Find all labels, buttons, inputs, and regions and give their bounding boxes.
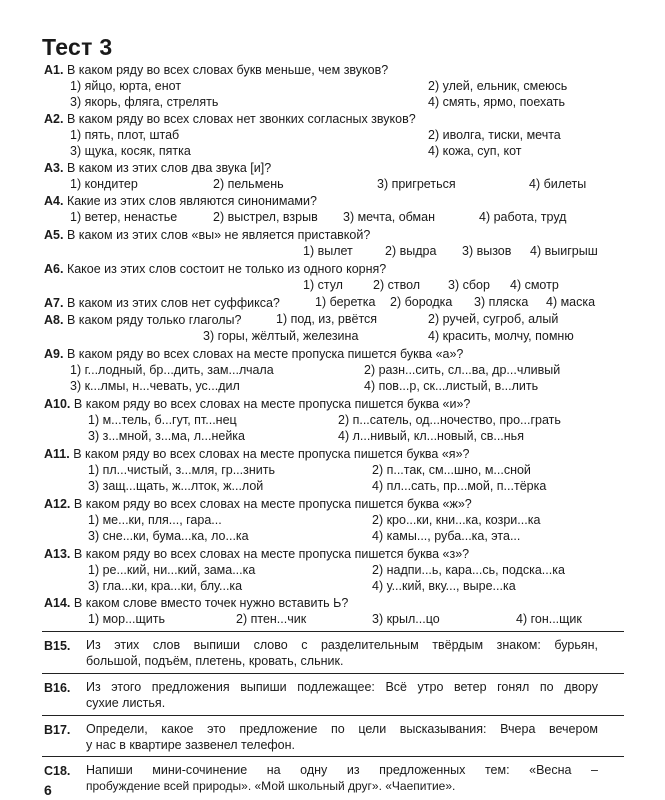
question-text: В каком ряду только глаголы? bbox=[66, 313, 242, 327]
question-a1 bbox=[44, 62, 388, 78]
answer-option[interactable]: 2) пельмень bbox=[213, 177, 284, 191]
answer-option[interactable]: 3) сбор bbox=[448, 278, 490, 292]
answer-option[interactable]: 1) пять, плот, штаб bbox=[70, 128, 180, 142]
question-text: В каком из этих слов два звука [и]? bbox=[66, 161, 272, 175]
task-b17 bbox=[44, 722, 70, 738]
answer-option[interactable]: 3) к...лмы, н...чевать, ус...дил bbox=[70, 379, 240, 393]
question-number: А10. bbox=[44, 397, 71, 411]
question-text: Какое из этих слов состоит не только из одного корня? bbox=[66, 262, 387, 276]
question-a2 bbox=[44, 111, 416, 127]
question-a10 bbox=[44, 396, 470, 412]
answer-option[interactable]: 3) щука, косяк, пятка bbox=[70, 144, 191, 158]
answer-option[interactable]: 2) выдра bbox=[385, 244, 437, 258]
question-number: А13. bbox=[44, 547, 71, 561]
task-number: В16. bbox=[44, 681, 71, 695]
question-a12 bbox=[44, 496, 472, 512]
answer-option[interactable]: 1) вылет bbox=[303, 244, 353, 258]
question-a11 bbox=[44, 446, 469, 462]
question-number: А11. bbox=[44, 447, 70, 461]
task-text-line: большой, подъём, плетень, кровать, сльник. bbox=[86, 654, 344, 668]
task-text-line: Напиши мини-сочинение на одну из предложенных тем: «Весна – bbox=[86, 763, 598, 777]
task-text-line: Определи, какое это предложение по цели высказывания: Вчера вечером bbox=[86, 722, 598, 736]
task-b15 bbox=[44, 638, 70, 654]
question-a13 bbox=[44, 546, 469, 562]
answer-option[interactable]: 3) пригреться bbox=[377, 177, 456, 191]
answer-option[interactable]: 2) улей, ельник, смеюсь bbox=[428, 79, 568, 93]
answer-option[interactable]: 2) бородка bbox=[390, 295, 453, 309]
task-number: В15. bbox=[44, 639, 71, 653]
task-text-line: сухие листья. bbox=[86, 696, 166, 710]
answer-option[interactable]: 4) выигрыш bbox=[530, 244, 598, 258]
question-text: В каком из этих слов «вы» не является приставкой? bbox=[66, 228, 371, 242]
answer-option[interactable]: 2) птен...чик bbox=[236, 612, 307, 626]
question-number: А8. bbox=[44, 313, 64, 327]
question-text: В каком ряду во всех словах на месте пропуска пишется буква «а»? bbox=[66, 347, 464, 361]
answer-option[interactable]: 3) якорь, фляга, стрелять bbox=[70, 95, 219, 109]
answer-option[interactable]: 3) сне...ки, бума...ка, ло...ка bbox=[88, 529, 249, 543]
question-text: В каком из этих слов нет суффикса? bbox=[66, 296, 280, 310]
answer-option[interactable]: 2) иволга, тиски, мечта bbox=[428, 128, 561, 142]
answer-option[interactable]: 4) пов...р, ск...листый, в...лить bbox=[364, 379, 539, 393]
question-number: А14. bbox=[44, 596, 71, 610]
question-number: А1. bbox=[44, 63, 64, 77]
answer-option[interactable]: 3) з...мной, з...ма, л...нейка bbox=[88, 429, 246, 443]
answer-option[interactable]: 3) вызов bbox=[462, 244, 512, 258]
question-a3 bbox=[44, 160, 271, 176]
answer-option[interactable]: 1) м...тель, б...гут, пт...нец bbox=[88, 413, 237, 427]
question-number: А7. bbox=[44, 296, 64, 310]
question-number: А2. bbox=[44, 112, 64, 126]
question-text: В каком ряду во всех словах на месте пропуска пишется буква «и»? bbox=[73, 397, 471, 411]
answer-option[interactable]: 1) яйцо, юрта, енот bbox=[70, 79, 182, 93]
question-number: А4. bbox=[44, 194, 64, 208]
task-number: В17. bbox=[44, 723, 71, 737]
answer-option[interactable]: 1) пл...чистый, з...мля, гр...знить bbox=[88, 463, 275, 477]
question-number: А5. bbox=[44, 228, 64, 242]
answer-option[interactable]: 3) горы, жёлтый, железина bbox=[203, 329, 359, 343]
answer-option[interactable]: 4) пл...сать, пр...мой, п...тёрка bbox=[372, 479, 547, 493]
answer-option[interactable]: 4) гон...щик bbox=[516, 612, 582, 626]
question-number: А12. bbox=[44, 497, 71, 511]
answer-option[interactable]: 4) кожа, суп, кот bbox=[428, 144, 522, 158]
question-number: А9. bbox=[44, 347, 64, 361]
answer-option[interactable]: 4) камы..., руба...ка, эта... bbox=[372, 529, 521, 543]
answer-option[interactable]: 1) беретка bbox=[315, 295, 376, 309]
question-a9 bbox=[44, 346, 463, 362]
answer-option[interactable]: 3) защ...щать, ж...лток, ж...лой bbox=[88, 479, 264, 493]
question-text: В каком слове вместо точек нужно вставить Ь? bbox=[73, 596, 349, 610]
answer-option[interactable]: 1) ме...ки, пля..., гара... bbox=[88, 513, 222, 527]
section-divider bbox=[42, 673, 624, 674]
answer-option[interactable]: 1) мор...щить bbox=[88, 612, 166, 626]
question-a14 bbox=[44, 595, 348, 611]
task-c18 bbox=[44, 763, 70, 779]
answer-option[interactable]: 4) смотр bbox=[510, 278, 559, 292]
question-a5 bbox=[44, 227, 370, 243]
page-title: Тест 3 bbox=[42, 34, 113, 60]
answer-option[interactable]: 3) гла...ки, кра...ки, блу...ка bbox=[88, 579, 243, 593]
question-a6 bbox=[44, 261, 386, 277]
answer-option[interactable]: 2) п...сатель, од...ночество, про...грать bbox=[338, 413, 561, 427]
question-a8 bbox=[44, 312, 242, 328]
question-a7 bbox=[44, 295, 280, 311]
task-text-line: пробуждение всей природы». «Мой школьный друг». «Чаепитие». bbox=[86, 779, 456, 793]
task-text-line: Из этих слов выпиши слово с разделительным твёрдым знаком: бурьян, bbox=[86, 638, 598, 652]
answer-option[interactable]: 4) л...нивый, кл...новый, св...нья bbox=[338, 429, 524, 443]
answer-option[interactable]: 1) под, из, рвётся bbox=[276, 312, 378, 326]
answer-option[interactable]: 3) мечта, обман bbox=[343, 210, 435, 224]
answer-option[interactable]: 1) ветер, ненастье bbox=[70, 210, 178, 224]
answer-option[interactable]: 3) пляска bbox=[474, 295, 529, 309]
answer-option[interactable]: 2) ствол bbox=[373, 278, 421, 292]
answer-option[interactable]: 3) крыл...цо bbox=[372, 612, 440, 626]
answer-option[interactable]: 2) ручей, сугроб, алый bbox=[428, 312, 559, 326]
question-text: В каком ряду во всех словах букв меньше, чем звуков? bbox=[66, 63, 389, 77]
answer-option[interactable]: 1) кондитер bbox=[70, 177, 138, 191]
question-text: В каком ряду во всех словах нет звонких согласных звуков? bbox=[66, 112, 416, 126]
answer-option[interactable]: 2) надпи...ь, кара...сь, подска...ка bbox=[372, 563, 565, 577]
page-number: 6 bbox=[44, 782, 52, 798]
question-a4 bbox=[44, 193, 317, 209]
answer-option[interactable]: 2) разн...сить, сл...ва, др...чливый bbox=[364, 363, 561, 377]
question-number: А6. bbox=[44, 262, 64, 276]
question-text: Какие из этих слов являются синонимами? bbox=[66, 194, 317, 208]
section-divider bbox=[42, 715, 624, 716]
answer-option[interactable]: 2) выстрел, взрыв bbox=[213, 210, 318, 224]
task-text-line: у нас в квартире зазвенел телефон. bbox=[86, 738, 296, 752]
answer-option[interactable]: 2) п...так, см...шно, м...сной bbox=[372, 463, 531, 477]
question-text: В каком ряду во всех словах на месте пропуска пишется буква «з»? bbox=[73, 547, 470, 561]
task-text-line: Из этого предложения выпиши подлежащее: Всё утро ветер гонял по двору bbox=[86, 680, 598, 694]
section-divider bbox=[42, 756, 624, 757]
answer-option[interactable]: 1) ре...кий, ни...кий, зама...ка bbox=[88, 563, 256, 577]
answer-option[interactable]: 1) стул bbox=[303, 278, 343, 292]
question-text: В каком ряду во всех словах на месте пропуска пишется буква «ж»? bbox=[73, 497, 472, 511]
answer-option[interactable]: 4) работа, труд bbox=[479, 210, 567, 224]
answer-option[interactable]: 4) маска bbox=[546, 295, 596, 309]
task-number: С18. bbox=[44, 764, 71, 778]
answer-option[interactable]: 1) г...лодный, бр...дить, зам...лчала bbox=[70, 363, 274, 377]
answer-option[interactable]: 4) у...кий, вку..., выре...ка bbox=[372, 579, 516, 593]
answer-option[interactable]: 4) красить, молчу, помню bbox=[428, 329, 574, 343]
answer-option[interactable]: 2) кро...ки, кни...ка, козри...ка bbox=[372, 513, 541, 527]
question-number: А3. bbox=[44, 161, 64, 175]
answer-option[interactable]: 4) смять, ярмо, поехать bbox=[428, 95, 566, 109]
section-divider bbox=[42, 631, 624, 632]
task-b16 bbox=[44, 680, 70, 696]
question-text: В каком ряду во всех словах на месте пропуска пишется буква «я»? bbox=[73, 447, 470, 461]
answer-option[interactable]: 4) билеты bbox=[529, 177, 587, 191]
